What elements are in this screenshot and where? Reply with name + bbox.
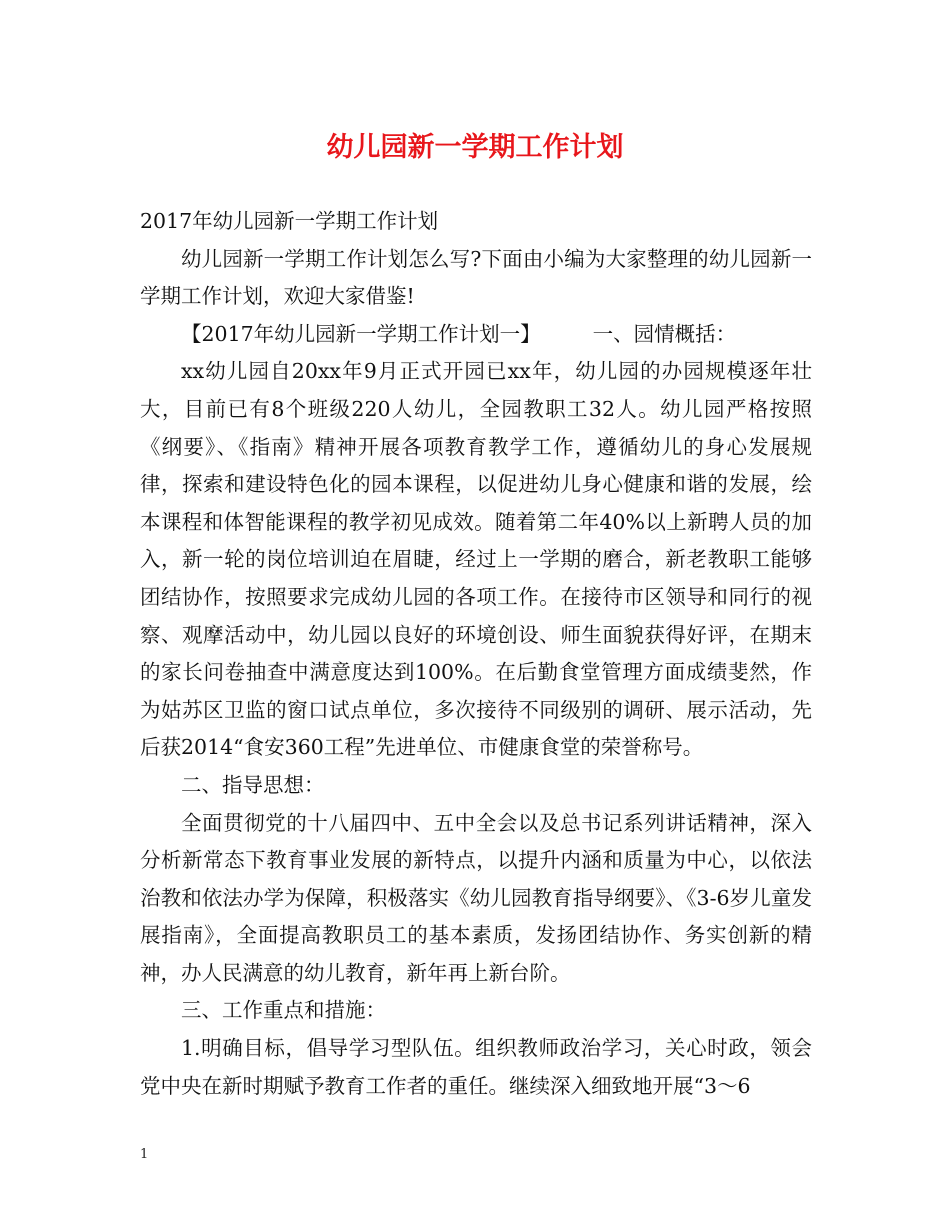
section1-heading: 一、园情概括： — [592, 321, 737, 346]
document-title: 幼儿园新一学期工作计划 — [326, 132, 624, 163]
section3-heading: 三、工作重点和措施： — [181, 998, 386, 1023]
plan-heading: 【2017年幼儿园新一学期工作计划一】 — [181, 321, 541, 346]
section2-paragraph: 全面贯彻党的十八届四中、五中全会以及总书记系列讲话精神，深入分析新常态下教育事业发展的新特点，以提升内涵和质量为中心，以依法治教和依法办学为保障，积极落实《幼儿园教育指导纲要》、《3-6岁儿童发展指南》，全面提高教职员工的基本素质，发扬团结协作、务实创新的精神，办人民满意的幼儿教育，新年再上新台阶。 — [140, 810, 812, 985]
document-body — [140, 203, 812, 1105]
page-number: 1 — [140, 1147, 149, 1162]
section3-item-1: 1.明确目标，倡导学习型队伍。组织教师政治学习，关心时政，领会党中央在新时期赋予教育工作者的重任。继续深入细致地开展“3～6 — [140, 1036, 812, 1098]
plan-heading-line — [140, 316, 812, 354]
section1-paragraph: xx幼儿园自20xx年9月正式开园已xx年，幼儿园的办园规模逐年壮大，目前已有8个班级220人幼儿，全园教职工32人。幼儿园严格按照《纲要》、《指南》精神开展各项教育教学工作，遵循幼儿的身心发展规律，探索和建设特色化的园本课程，以促进幼儿身心健康和谐的发展，绘本课程和体智能课程的教学初见成效。随着第二年40%以上新聘人员的加入，新一轮的岗位培训迫在眉睫，经过上一学期的磨合，新老教职工能够团结协作，按照要求完成幼儿园的各项工作。在接待市区领导和同行的视察、观摩活动中，幼儿园以良好的环境创设、师生面貌获得好评，在期末的家长问卷抽查中满意度达到100%。在后勤食堂管理方面成绩斐然，作为姑苏区卫监的窗口试点单位，多次接待不同级别的调研、展示活动，先后获2014“食安360工程”先进单位、市健康食堂的荣誉称号。 — [140, 359, 812, 760]
intro-paragraph: 幼儿园新一学期工作计划怎么写?下面由小编为大家整理的幼儿园新一学期工作计划，欢迎大家借鉴! — [140, 246, 812, 309]
document-subtitle: 2017年幼儿园新一学期工作计划 — [140, 209, 439, 233]
section2-heading: 二、指导思想： — [181, 772, 325, 797]
